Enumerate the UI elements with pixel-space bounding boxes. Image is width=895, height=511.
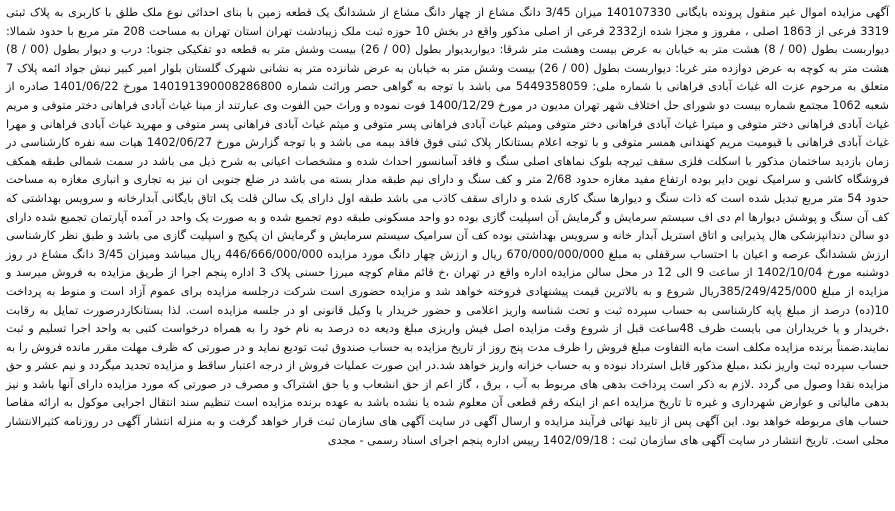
auction-notice-text: آگهی مزایده اموال غیر منقول پرونده بایگانی 140107330 میزان 3/45 دانگ مشاع از چهار دانگ مشاع از ششدانگ یک قطعه زمین با بنای احداثی نوع ملک طلق با کاربری به پلاک ثبتی 3319 فرعی از 1863 اصلی ، مفروز و مجزا شده از2332 فرعی از اصلی مذکور واقع در بخش 10 حوزه ثبت ملک زیبادشت تهران استان تهران به مساحت 208 متر مربع با حدود شمالا: دیواربست بطول (00 / 8) هشت متر به خیابان به عرض بیست وهشت متر شرقا: دیواربدیوار بطول (00 / 26) بیست وشش متر به قطعه دو تفکیکی جنوبا: درب و دیوار بطول (00 / 8) هشت متر به کوچه به عرض دوازده متر غربا: دیواربست بطول (00 / 26) بیست وشش متر به خیابان به عرض شانزده متر به نشانی شهرک گلستان بلوار امیر کبیر نبش جواد ائمه پلاک 7 متعلق به مرحوم عزت اله غیاث آبادی فراهانی با شماره ملی: 5449358059 می باشد با توجه به گواهی حصر وراثت شماره 140191390008286800 مورخ 1401/06/22 صادره از شعبه 1062 مجتمع شماره بیست دو شورای حل اختلاف شهر تهران مدیون در مورخ 1400/12/29 فوت نموده و وراث حین الفوت وی عبارتند از مینا غیاث آبادی فراهانی دختر متوفی و مریم غیاث آبادی فراهانی دختر متوفی و میترا غیاث آبادی فراهانی دختر متوفی ومیثم غیاث آبادی فراهانی پسر متوفی و میثم غیاث آبادی فراهانی پسر متوفی و مهرید غیاث آبادی فراهانی و مهرا غیاث آبادی فراهانی با قیومیت مریم کهندانی همسر متوفی و با توجه اعلام بستانکار پلاک ثبتی فوق فاقد بیمه می باشد و با توجه گزارش مورخ 1402/06/27 هیات سه نفره کارشناسی در زمان بازدید ساختمان مذکور با اسکلت فلزی سقف تیرچه بلوک نماهای اصلی سنگ و فاقد آسانسور احداث شده و مشخصات اعیانی به شرح ذیل می باشد در سمت شمالی طبقه همکف فروشگاه کاشی و سرامیک نوین دایر بوده ارتفاع مفید مغازه حدود 2/68 متر و کف سنگ و دارای نیم طبقه مدار بسته می باشد در ضلع جنوبی ان نیز به تجاری و انباری مغازه به مساحت حدود 54 متر مربع تبدیل شده است که ذات سنگ و دیوارها سنگ کاری شده و دارای سقف کاذب می باشد طبقه اول دارای یک سالن قلت یک اتاق بایگانی آبدارخانه و سرویس بهداشتی که کف آن سنگ و پوشش دیوارها ام دی اف سیستم سرمایش و گرمایش آن اسپلیت گازی بوده دو واحد مسکونی طبقه دوم تجمیع شده و به صورت یک واحد در آمده آپارتمان تجمیع شده دارای دو سالن دندانپزشکی هال پذیرایی و اتاق استریل آبدار خانه و سرویس بهداشتی بوده کف آن سرامیک سیستم سرمایش و گرمایش ان پکیج و اسپلیت گازی می باشد و طبق نظر کارشناسی ارزش ششدانگ عرصه و اعیان با احتساب سرقفلی به مبلغ 670/000/000/000 ریال و ارزش چهار دانگ مورد مزایده 446/666/000/000 ریال میباشد ومیزان 3/45 دانگ مشاع در روز دوشنبه مورخ 1402/10/04 از ساعت 9 الی 12 در محل سالن مزایده اداره واقع در تهران ،خ قائم مقام کوچه میرزا حسنی پلاک 3 اداره پنجم اجرا از طریق مزایده به فروش میرسد و مزایده از مبلغ 385/249/425/000ریال شروع و به بالاترین قیمت پیشنهادی فروخته خواهد شد و مزایده حضوری است شرکت درجلسه مزایده برای عموم آزاد است و منوط به پرداخت 10(ده) درصد از مبلغ پایه کارشناسی به حساب سپرده ثبت و تحت شناسه واریز اعلامی و حضور خریدار یا وکیل قانونی او در جلسه مزایده است. لذا بستانکاردرصورت تمایل به رقابت ،خریدار و یا خریداران می بایست ظرف 48ساعت قبل از شروع وقت مزایده اصل فیش واریزی مبلغ ودیعه ده درصد به نام خود را به همراه درخواست کتبی به واحد اجرا تسلیم و ثبت نمایند.ضمناً برنده مزایده مکلف است مابه التفاوت مبلغ فروش را ظرف مدت پنج روز از تاریخ مزایده به حساب صندوق ثبت تودیع نماید و در صورتی که ظرف مهلت مقرر مانده فروش را به حساب سپرده ثبت واریز نکند ،مبلغ مذکور قابل استرداد نبوده و به حساب خزانه واریز خواهد شد.در این صورت عملیات فروش از درجه اعتبار ساقط و مزایده تجدید میگردد و نیم عشر و حق مزایده نقدا وصول می گردد .لازم به ذکر است پرداخت بدهی های مربوط به آب ، برق ، گاز اعم از حق انشعاب و یا حق اشتراک و مصرف در صورتی که مورد مزایده دارای آنها باشد و نیز بدهی مالیاتی و عوارض شهرداری و غیره تا تاریخ مزایده اعم از اینکه رقم قطعی آن معلوم شده یا نشده باشد به عهده برنده مزایده است تنظیم سند انتقال اجرایی موکول به ارائه مفاصا حساب های مربوطه خواهد بود. این آگهی پس از تایید نهائی فرآیند مزایده و ارسال آگهی در سایت آگهی های سازمان ثبت قرار خواهد گرفت و به منزله انتشار آگهی در روزنامه کثیرالانتشار محلی است. تاریخ انتشار در سایت آگهی های سازمان ثبت : 1402/09/18 رییس اداره پنجم اجرای اسناد رسمی - مجدی <box>6 6 890 447</box>
